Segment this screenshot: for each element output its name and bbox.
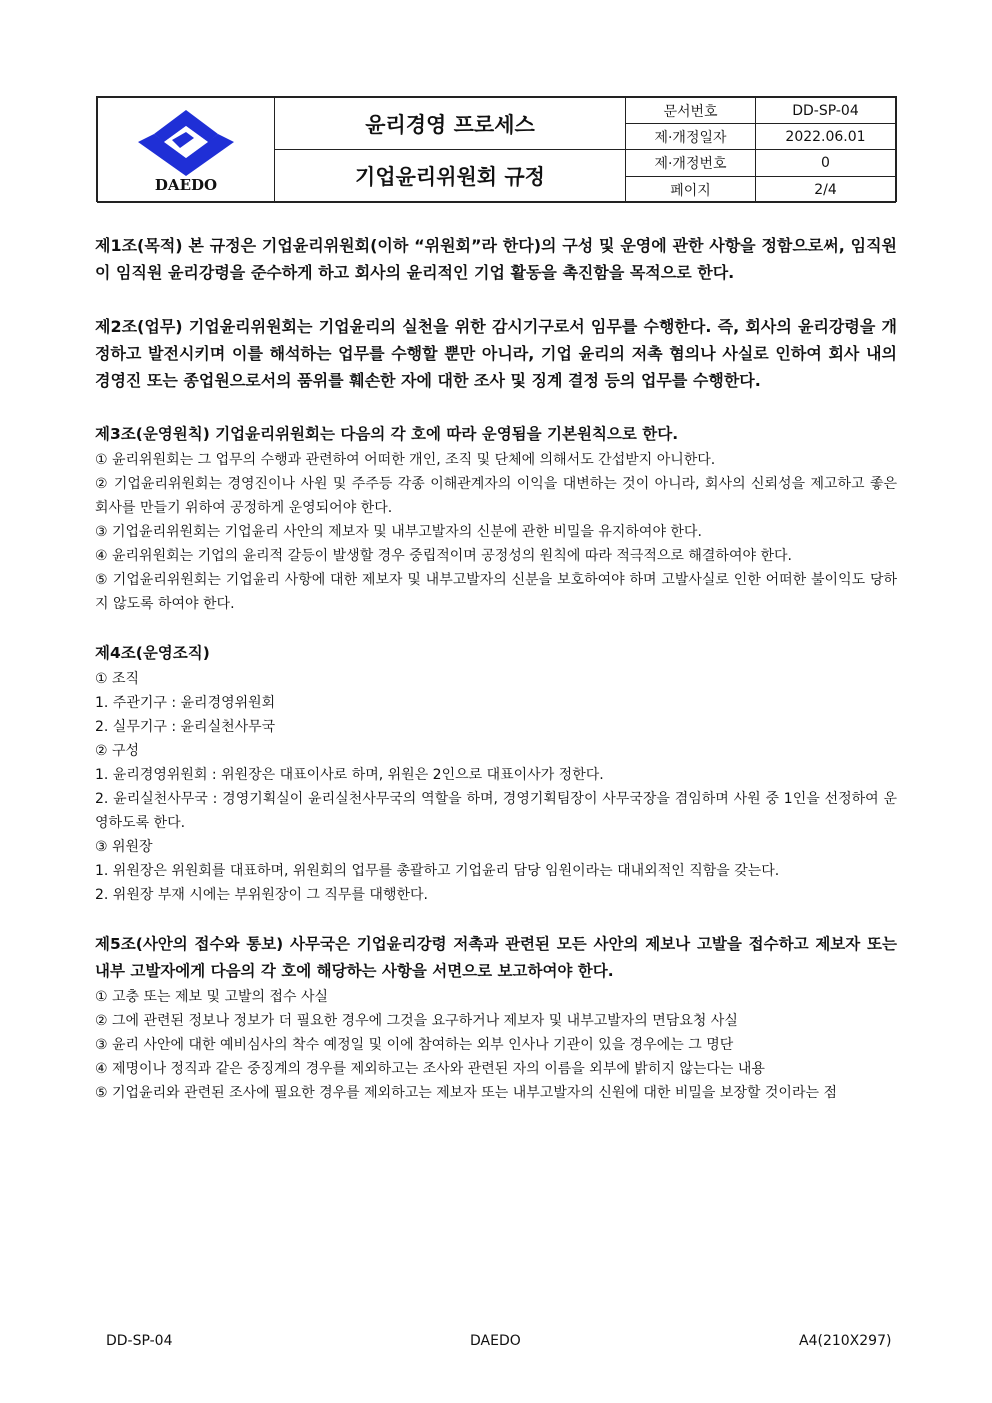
field-value-doc-no: DD-SP-04 [756, 98, 896, 124]
article-4-item: 2. 윤리실천사무국 : 경영기획실이 윤리실천사무국의 역할을 하며, 경영기획팀장이 사무국장을 겸임하며 사원 중 1인을 선정하여 운영하도록 한다. [95, 791, 897, 831]
article-1: 제1조(목적) 본 규정은 기업윤리위원회(이하 “위원회”라 한다)의 구성 및 운영에 관한 사항을 정함으로써, 임직원이 임직원 윤리강령을 준수하게 하고 회사의 윤리적인 기업 활동을 촉진함을 목적으로 한다. [95, 236, 897, 282]
document-title: 윤리경영 프로세스 [275, 98, 626, 150]
article-4-item: ① 조직 [95, 671, 140, 687]
article-4-item: 2. 위원장 부재 시에는 부위원장이 그 직무를 대행한다. [95, 887, 428, 903]
article-2: 제2조(업무) 기업윤리위원회는 기업윤리의 실천을 위한 감시기구로서 임무를 수행한다. 즉, 회사의 윤리강령을 개정하고 발전시키며 이를 해석하는 업무를 수행할 뿐만 아니라, 기업 윤리의 저촉 혐의나 사실로 인하여 회사 내의 경영진 또는 종업원으로서의 품위를 훼손한 자에 대한 조사 및 징계 결정 등의 업무를 수행한다. [95, 317, 897, 390]
article-4-heading: 제4조(운영조직) [95, 644, 210, 662]
field-label-revision-no: 제·개정번호 [626, 150, 756, 177]
daedo-logo-icon [134, 106, 238, 178]
article-3 [95, 421, 897, 616]
article-3-item: ④ 윤리위원회는 기업의 윤리적 갈등이 발생할 경우 중립적이며 공정성의 원칙에 따라 적극적으로 해결하여야 한다. [95, 548, 792, 564]
article-4 [95, 640, 897, 907]
field-label-revision-date: 제·개정일자 [626, 124, 756, 150]
field-label-page: 페이지 [626, 177, 756, 203]
article-4-item: 1. 윤리경영위원회 : 위원장은 대표이사로 하며, 위원은 2인으로 대표이사가 정한다. [95, 767, 604, 783]
logo-text: DAEDO [154, 176, 218, 194]
article-3-heading: 제3조(운영원칙) 기업윤리위원회는 다음의 각 호에 따라 운영됨을 기본원칙으로 한다. [95, 425, 679, 443]
article-5 [95, 931, 897, 1105]
article-5-item: ① 고충 또는 제보 및 고발의 접수 사실 [95, 989, 329, 1005]
article-4-item: 1. 주관기구 : 윤리경영위원회 [95, 695, 276, 711]
article-5-item: ② 그에 관련된 정보나 정보가 더 필요한 경우에 그것을 요구하거나 제보자 및 내부고발자의 면담요청 사실 [95, 1013, 738, 1029]
article-3-item: ① 윤리위원회는 그 업무의 수행과 관련하여 어떠한 개인, 조직 및 단체에 의해서도 간섭받지 아니한다. [95, 452, 716, 468]
article-4-item: 2. 실무기구 : 윤리실천사무국 [95, 719, 276, 735]
article-4-item: ② 구성 [95, 743, 140, 759]
footer-company: DAEDO [470, 1333, 521, 1349]
article-3-item: ⑤ 기업윤리위원회는 기업윤리 사항에 대한 제보자 및 내부고발자의 신분을 보호하여야 하며 고발사실로 인한 어떠한 불이익도 당하지 않도록 하여야 한다. [95, 572, 897, 612]
document-subtitle: 기업윤리위원회 규정 [275, 150, 626, 203]
article-5-heading: 제5조(사안의 접수와 통보) 사무국은 기업윤리강령 저촉과 관련된 모든 사안의 제보나 고발을 접수하고 제보자 또는 내부 고발자에게 다음의 각 호에 해당하는 사항을 서면으로 보고하여야 한다. [95, 935, 897, 980]
article-4-item: ③ 위원장 [95, 839, 153, 855]
footer-doc-code: DD-SP-04 [106, 1333, 173, 1349]
field-label-doc-no: 문서번호 [626, 98, 756, 124]
article-5-item: ⑤ 기업윤리와 관련된 조사에 필요한 경우를 제외하고는 제보자 또는 내부고발자의 신원에 대한 비밀을 보장할 것이라는 점 [95, 1085, 837, 1101]
daedo-logo [98, 98, 274, 202]
document-header [96, 96, 897, 202]
document-body [95, 232, 897, 1105]
article-3-item: ② 기업윤리위원회는 경영진이나 사원 및 주주등 각종 이해관계자의 이익을 대변하는 것이 아니라, 회사의 신뢰성을 제고하고 좋은 회사를 만들기 위하여 공정하게 운영되어야 한다. [95, 476, 897, 516]
article-5-item: ③ 윤리 사안에 대한 예비심사의 착수 예정일 및 이에 참여하는 외부 인사나 기관이 있을 경우에는 그 명단 [95, 1037, 734, 1053]
field-value-page: 2/4 [756, 177, 896, 203]
article-3-item: ③ 기업윤리위원회는 기업윤리 사안의 제보자 및 내부고발자의 신분에 관한 비밀을 유지하여야 한다. [95, 524, 702, 540]
logo-cell [98, 98, 275, 203]
article-5-item: ④ 제명이나 정직과 같은 중징계의 경우를 제외하고는 조사와 관련된 자의 이름을 외부에 밝히지 않는다는 내용 [95, 1061, 765, 1077]
article-4-item: 1. 위원장은 위원회를 대표하며, 위원회의 업무를 총괄하고 기업윤리 담당 임원이라는 대내외적인 직함을 갖는다. [95, 863, 780, 879]
footer-paper-size: A4(210X297) [799, 1333, 892, 1349]
field-value-revision-date: 2022.06.01 [756, 124, 896, 150]
field-value-revision-no: 0 [756, 150, 896, 177]
